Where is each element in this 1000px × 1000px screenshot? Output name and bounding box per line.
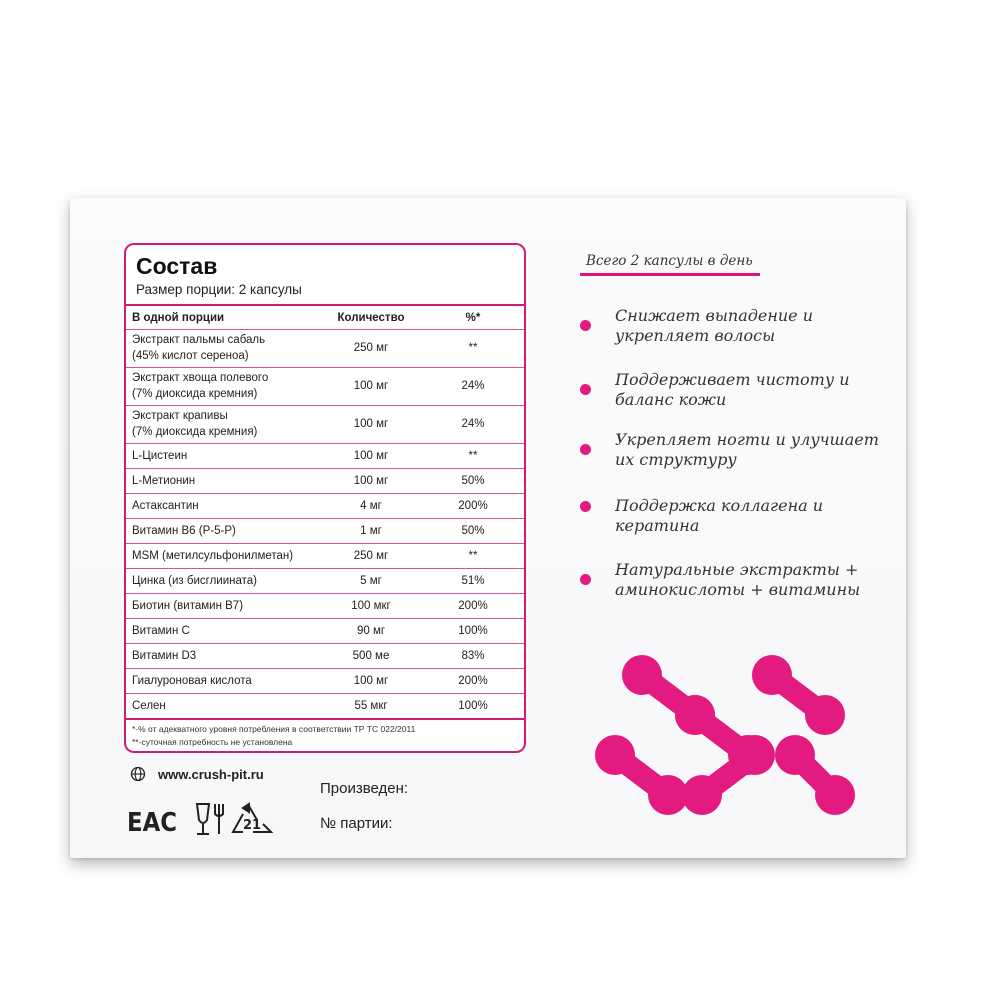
ingredient-amount: 500 ме [352, 649, 390, 662]
capsule-pattern-graphic [590, 643, 860, 823]
bullet-dot-icon [580, 444, 591, 455]
col-header-portion: В одной порции [132, 312, 225, 324]
row-divider [126, 468, 524, 469]
composition-panel [124, 243, 526, 753]
ingredient-name: Витамин В6 (Р-5-Р) [132, 525, 236, 537]
capsule-link [795, 755, 835, 795]
ingredient-name: Биотин (витамин В7) [132, 600, 244, 612]
eac-mark: ЕАС [127, 808, 177, 838]
ingredient-name: Экстракт пальмы сабаль (45% кислот сереноа) [132, 334, 266, 362]
ingredient-percent: ** [468, 449, 478, 462]
ingredient-amount: 100 мг [353, 449, 389, 462]
table-row [126, 693, 524, 718]
ingredient-amount: 4 мг [360, 499, 382, 512]
col-header-percent: %* [465, 312, 481, 324]
table-row [126, 618, 524, 643]
ingredient-amount: 100 мкг [351, 599, 391, 612]
bullet-dot-icon [580, 384, 591, 395]
daily-dose-text: Всего 2 капсулы в день [586, 253, 753, 269]
bullet-dot-icon [580, 501, 591, 512]
ingredient-name: Астаксантин [132, 500, 199, 512]
ingredient-amount: 5 мг [360, 574, 382, 587]
capsule-link [615, 755, 668, 795]
table-row [126, 443, 524, 468]
ingredient-amount: 1 мг [360, 524, 382, 537]
row-divider [126, 443, 524, 444]
table-row [126, 367, 524, 405]
ingredient-name: Селен [132, 700, 166, 712]
product-label-card [70, 198, 906, 858]
website-link[interactable]: www.crush-pit.ru [158, 766, 264, 782]
benefit-item [580, 306, 813, 346]
globe-icon [130, 766, 146, 782]
ingredient-name: Экстракт хвоща полевого (7% диоксида кремния) [132, 372, 269, 400]
benefit-item [580, 560, 860, 600]
benefit-text: Поддерживает чистоту и баланс кожи [615, 370, 850, 409]
table-row [126, 518, 524, 543]
ingredient-percent: ** [468, 342, 478, 354]
table-row [126, 543, 524, 568]
ingredient-name: Цинка (из бисглиината) [132, 575, 257, 587]
row-divider [126, 668, 524, 669]
row-divider [126, 568, 524, 569]
ingredient-amount: 100 мг [353, 380, 389, 392]
row-divider [126, 405, 524, 406]
ingredient-percent: 200% [458, 674, 488, 687]
food-safe-icon [197, 804, 223, 834]
ingredient-name: L-Цистеин [132, 450, 188, 462]
ingredient-amount: 250 мг [353, 342, 389, 354]
table-row [126, 405, 524, 443]
ingredient-percent: 50% [461, 474, 485, 487]
ingredient-percent: 200% [458, 499, 488, 512]
ingredient-percent: 100% [458, 624, 488, 637]
table-row [126, 493, 524, 518]
ingredient-amount: 90 мг [356, 624, 386, 637]
recycle-code: 21 [243, 818, 262, 833]
table-row [126, 468, 524, 493]
row-divider [126, 643, 524, 644]
ingredient-name: L-Метионин [132, 475, 196, 487]
ingredient-name: Витамин D3 [132, 650, 197, 662]
ingredient-percent: ** [468, 549, 478, 562]
table-row [126, 593, 524, 618]
certification-marks [125, 796, 285, 845]
ingredient-percent: 200% [458, 599, 488, 612]
capsule-link [772, 675, 825, 715]
batch-label: № партии: [320, 815, 393, 832]
table-row [126, 329, 524, 367]
ingredient-percent: 100% [458, 699, 488, 712]
row-divider [126, 329, 524, 330]
benefit-item [580, 370, 850, 410]
benefit-item [580, 430, 879, 470]
row-divider [126, 618, 524, 619]
ingredient-name: Витамин С [132, 625, 190, 637]
ingredient-amount: 100 мг [353, 474, 389, 487]
col-header-amount: Количество [337, 312, 405, 324]
row-divider [126, 593, 524, 594]
ingredient-percent: 51% [461, 574, 485, 587]
ingredient-amount: 55 мкг [354, 699, 388, 712]
ingredient-percent: 50% [461, 524, 485, 537]
serving-size: Размер порции: 2 капсулы [136, 282, 302, 297]
table-row [126, 568, 524, 593]
daily-underline [580, 273, 760, 276]
benefit-text: Снижает выпадение и укрепляет волосы [615, 306, 814, 345]
ingredient-name: Экстракт крапивы (7% диоксида кремния) [132, 410, 258, 438]
bullet-dot-icon [580, 320, 591, 331]
ingredient-percent: 83% [461, 649, 485, 662]
benefit-text: Укрепляет ногти и улучшает их структуру [615, 430, 879, 469]
footnote: *-% от адекватного уровня потребления в соответствии ТР ТС 022/2011 [132, 724, 416, 734]
bullet-dot-icon [580, 574, 591, 585]
footnote: **-суточная потребность не установлена [132, 737, 293, 747]
table-header [126, 305, 524, 329]
ingredient-amount: 250 мг [353, 549, 389, 562]
table-row [126, 668, 524, 693]
ingredient-amount: 100 мг [353, 418, 389, 430]
row-divider [126, 693, 524, 694]
row-divider [126, 493, 524, 494]
capsule-link [702, 755, 755, 795]
ingredient-amount: 100 мг [353, 674, 389, 687]
ingredient-percent: 24% [461, 380, 485, 392]
produced-label: Произведен: [320, 780, 409, 797]
ingredient-percent: 24% [461, 418, 485, 430]
table-bottom-divider [126, 718, 524, 720]
table-row [126, 643, 524, 668]
row-divider [126, 367, 524, 368]
website-row [130, 766, 264, 782]
composition-title: Состав [136, 253, 218, 279]
benefit-text: Поддержка коллагена и кератина [615, 496, 824, 535]
benefit-text: Натуральные экстракты + аминокислоты + витамины [615, 560, 861, 599]
ingredient-name: MSM (метилсульфонилметан) [132, 550, 294, 562]
ingredient-name: Гиалуроновая кислота [132, 675, 252, 687]
benefit-item [580, 496, 906, 536]
row-divider [126, 518, 524, 519]
row-divider [126, 543, 524, 544]
